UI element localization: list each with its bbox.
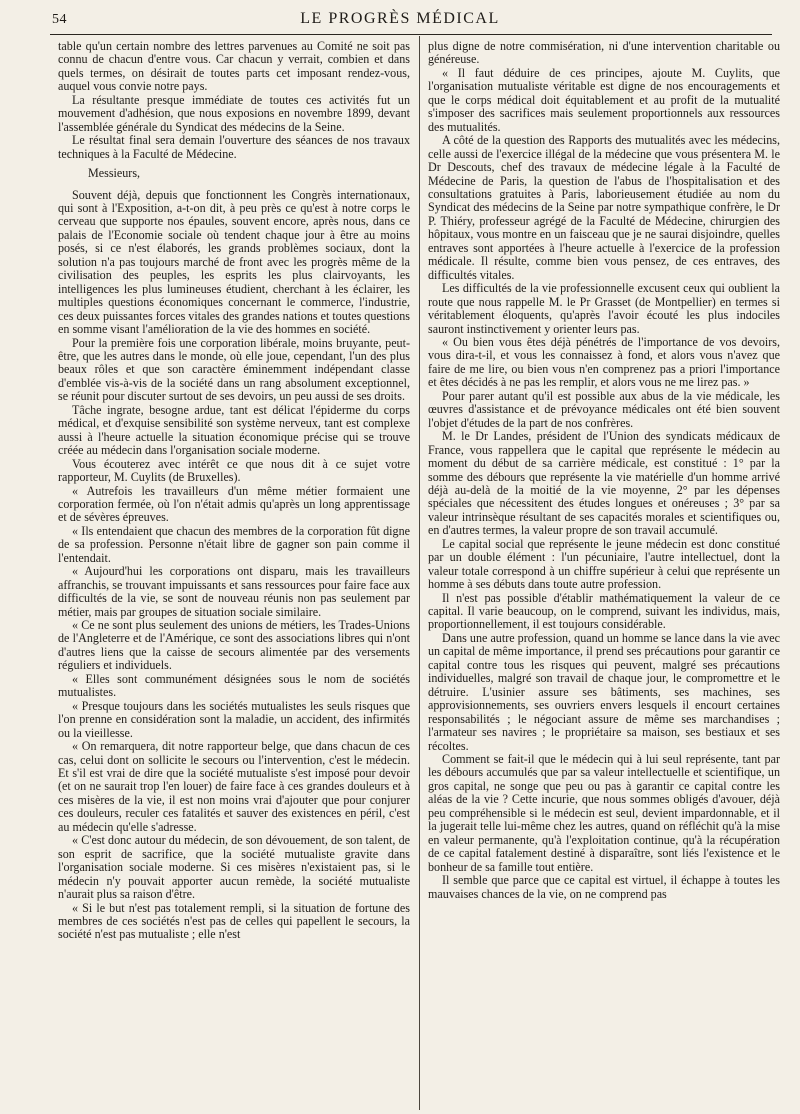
paragraph: plus digne de notre commisération, ni d'une intervention charitable ou généreuse. (428, 40, 780, 67)
page-number: 54 (52, 12, 67, 27)
right-column (428, 40, 780, 1110)
header-rule (50, 34, 772, 35)
paragraph: « Elles sont communément désignées sous le nom de sociétés mutualistes. (58, 671, 410, 700)
paragraph: Comment se fait-il que le médecin qui à lui seul représente, tant par les débours accumulés que par sa valeur intellectuelle et scientifique, un gros capital, ne songe que peu ou pas à garantir ce capital contre les aléas de la vie ? Cette incurie, que nous sommes obligés d'avouer, déjà peu compréhensible si le médecin est seul, devient impardonnable, et il la jugerait telle lui-même chez les autres, quand on réfléchit qu'à la mise en valeur permanente, qu'à l'exploitation continue, qu'à la récupération de ce capital fatalement destiné à disparaître, sont liés l'existence et le bonheur de sa famille tout entière. (428, 752, 780, 874)
paragraph: La résultante presque immédiate de toutes ces activités fut un mouvement d'adhésion, que nous exposions en novembre 1899, devant l'assemblée générale du Syndicat des médecins de la Seine. (58, 92, 410, 134)
paragraph: « C'est donc autour du médecin, de son dévouement, de son talent, de son esprit de sacrifice, que la société mutualiste gravite dans l'organisation sociale moderne. Si ces misères n'existaient pas, si le médecin n'y pouvait apporter aucun remède, la société mutualiste n'aurait plus sa raison d'être. (58, 833, 410, 902)
paragraph: Il semble que parce que ce capital est virtuel, il échappe à toutes les mauvaises chances de la vie, on ne comprend pas (428, 873, 780, 901)
paragraph: Il n'est pas possible d'établir mathématiquement la valeur de ce capital. Il varie beaucoup, on le comprend, suivant les individus, mais, proportionnellement, il est toujours considérable. (428, 590, 780, 632)
paragraph: Les difficultés de la vie professionnelle excusent ceux qui oublient la route que nous rappelle M. le Pr Grasset (de Montpellier) en termes si véritablement éloquents, qu'après l'avoir écouté les plus indociles sauront instinctivement y orienter leurs pas. (428, 281, 780, 336)
paragraph: « Ou bien vous êtes déjà pénétrés de l'importance de vos devoirs, vous dira-t-il, et vous les connaissez à fond, et alors vous n'avez que faire de me lire, ou bien vous n'en comprenez pas a priori l'importance et êtes décidés à ne pas les remplir, et alors vous ne me lirez pas. » (428, 334, 780, 390)
column-divider (419, 36, 420, 1110)
paragraph: Tâche ingrate, besogne ardue, tant est délicat l'épiderme du corps médical, et d'exquise sensibilité son système nerveux, tant est complexe aussi à l'heure actuelle la situation économique précise qui se trouve créée au médecin dans l'organisation sociale moderne. (58, 402, 410, 458)
paragraph: « Ils entendaient que chacun des membres de la corporation fût digne de sa profession. Personne n'était libre de gagner son pain comme il l'entendait. (58, 523, 410, 565)
paragraph: « Aujourd'hui les corporations ont disparu, mais les travailleurs affranchis, se trouvant impuissants et sans ressources pour faire face aux difficultés de la vie, se sont de nouveau réunis non pas seulement par métier, mais par groupes de situation sociale similaire. (58, 564, 410, 619)
paragraph: Pour parer autant qu'il est possible aux abus de la vie médicale, les œuvres d'assistance et de prévoyance médicales ont été bien souvent l'objet d'études de la part de nos confrères. (428, 388, 780, 430)
paragraph: Le résultat final sera demain l'ouverture des séances de nos travaux techniques à la Faculté de Médecine. (58, 133, 410, 161)
paragraph: « Si le but n'est pas totalement rempli, si la situation de fortune des membres de ces sociétés n'est pas de celles qui papellent le secours, la société n'est pas mutualiste ; elle n'est (58, 900, 410, 942)
paragraph: « Il faut déduire de ces principes, ajoute M. Cuylits, que l'organisation mutualiste véritable est digne de nos encouragements et que le corps médical doit équitablement et au profit de la mutualité s'imposer des sacrifices mais seulement proportionnels aux ressources des mutualités. (428, 65, 780, 134)
paragraph: table qu'un certain nombre des lettres parvenues au Comité ne soit pas connu de chacun d'entre vous. Car chacun y verrait, combien et dans quels termes, on désirait de toutes parts cet imposant rendez-vous, auquel vous convie notre pays. (58, 40, 410, 94)
paragraph: Souvent déjà, depuis que fonctionnent les Congrès internationaux, qui sont à l'Exposition, a-t-on dit, à peu près ce qu'est à notre corps le cerveau que supporte nos épaules, souvent encore, après nous, dans ce palais de l'Economie sociale où tendent chaque jour à être au moins posés, si ce n'est élaborés, les grands problèmes sociaux, dont la solution n'a pas toujours marché de front avec les progrès même de la civilisation des peuples, les esprits les plus clairvoyants, les intelligences les plus lumineuses étudient, cherchant à les éclairer, les multiples questions économiques concernant le commerce, l'industrie, ces deux puissantes forces vitales des grandes nations et toutes questions en somme visant l'amélioration de la vie des hommes en société. (58, 187, 410, 337)
paragraph: Dans une autre profession, quand un homme se lance dans la vie avec un capital de même importance, il prend ses précautions pour garantir ce capital contre tous les risques qui peuvent, malgré ses précautions individuelles, malgré son travail de chaque jour, le compromettre et le détruire. L'usinier assure ses bâtiments, ses machines, ses approvisionnements, ses ouvriers envers lesquels il encourt certaines responsabilités ; le négociant assure de même ses marchandises ; l'armateur ses navires ; le propriétaire sa maison, ses bestiaux et ses récoltes. (428, 630, 780, 753)
running-head-title: LE PROGRÈS MÉDICAL (300, 10, 500, 27)
paragraph: Pour la première fois une corporation libérale, moins bruyante, peut-être, que les autres dans le monde, où elle joue, cependant, l'un des plus beaux rôles et que son caractère éminemment indépendant classe d'emblée vis-à-vis de la société dans un rang absolument exceptionnel, se réunit pour discuter surtout de ses devoirs, un peu aussi de ses droits. (58, 335, 410, 404)
paragraph: M. le Dr Landes, président de l'Union des syndicats médicaux de France, vous rappellera que le capital que représente le médecin au moment du début de sa carrière médicale, est constitué : 1° par la somme des débours que représente la vie matérielle d'un homme arrivé déjà au-delà de la moitié de la vie moyenne, 2° par les dépenses spéciales que nécessitent des études longues et onéreuses ; 3° par sa valeur intrinsèque résultant de ses capacités morales et scientifiques ou, en d'autres termes, la valeur propre de son travail accumulé. (428, 429, 780, 538)
paragraph: Le capital social que représente le jeune médecin est donc constitué par un double élément : l'un pécuniaire, l'autre intellectuel, dont la valeur totale correspond à un chiffre supérieur à celui que représente un homme à ses débuts dans toute autre profession. (428, 536, 780, 592)
paragraph: « Autrefois les travailleurs d'un même métier formaient une corporation fermée, où l'on n'était admis qu'après un long apprentissage et de sévères épreuves. (58, 483, 410, 525)
paragraph: Vous écouterez avec intérêt ce que nous dit à ce sujet votre rapporteur, M. Cuylits (de Bruxelles). (58, 456, 410, 485)
paragraph: A côté de la question des Rapports des mutualités avec les médecins, celle aussi de l'exercice illégal de la médecine que vous présentera M. le Dr Descouts, chef des travaux de médecine légale à la Faculté de Médecine de Paris, la question de l'abus de l'hospitalisation et des consultations gratuites à Paris, laborieusement étudiée au nom du Syndicat des médecins de la Seine par notre sympathique confrère, le Dr P. Thiéry, professeur agrégé de la Faculté de Médecine, chirurgien des hôpitaux, vous montre en un faisceau que je ne saurai disjoindre, quelles entraves sont apportées à l'heure actuelle à l'exercice de la profession médicale. Il résulte, comme bien vous pensez, de ces entraves, des difficultés vitales. (428, 133, 780, 282)
left-column (58, 40, 410, 1110)
paragraph: Messieurs, (88, 166, 141, 181)
paragraph: « On remarquera, dit notre rapporteur belge, que dans chacun de ces cas, celui dont on sollicite le secours ou l'intervention, c'est le médecin. Et s'il est vrai de dire que la société mutualiste s'est imposé pour devoir (et on ne saurait trop l'en louer) de faire face à ces grandes douleurs et à ces misères de la vie, il est non moins vrai d'ajouter que pour conjurer ces douleurs, reculer ces fatalités et sauver des existences en péril, c'est au médecin qu'elle s'adresse. (58, 739, 410, 834)
paragraph: « Presque toujours dans les sociétés mutualistes les seuls risques que l'on prenne en considération sont la maladie, un accident, des infirmités ou la vieillesse. (58, 698, 410, 740)
paragraph: « Ce ne sont plus seulement des unions de métiers, les Trades-Unions de l'Angleterre et de l'Amérique, ce sont des associations libres qui n'ont d'autres liens que la caisse de secours alimentée par des versements réguliers et individuels. (58, 618, 410, 673)
